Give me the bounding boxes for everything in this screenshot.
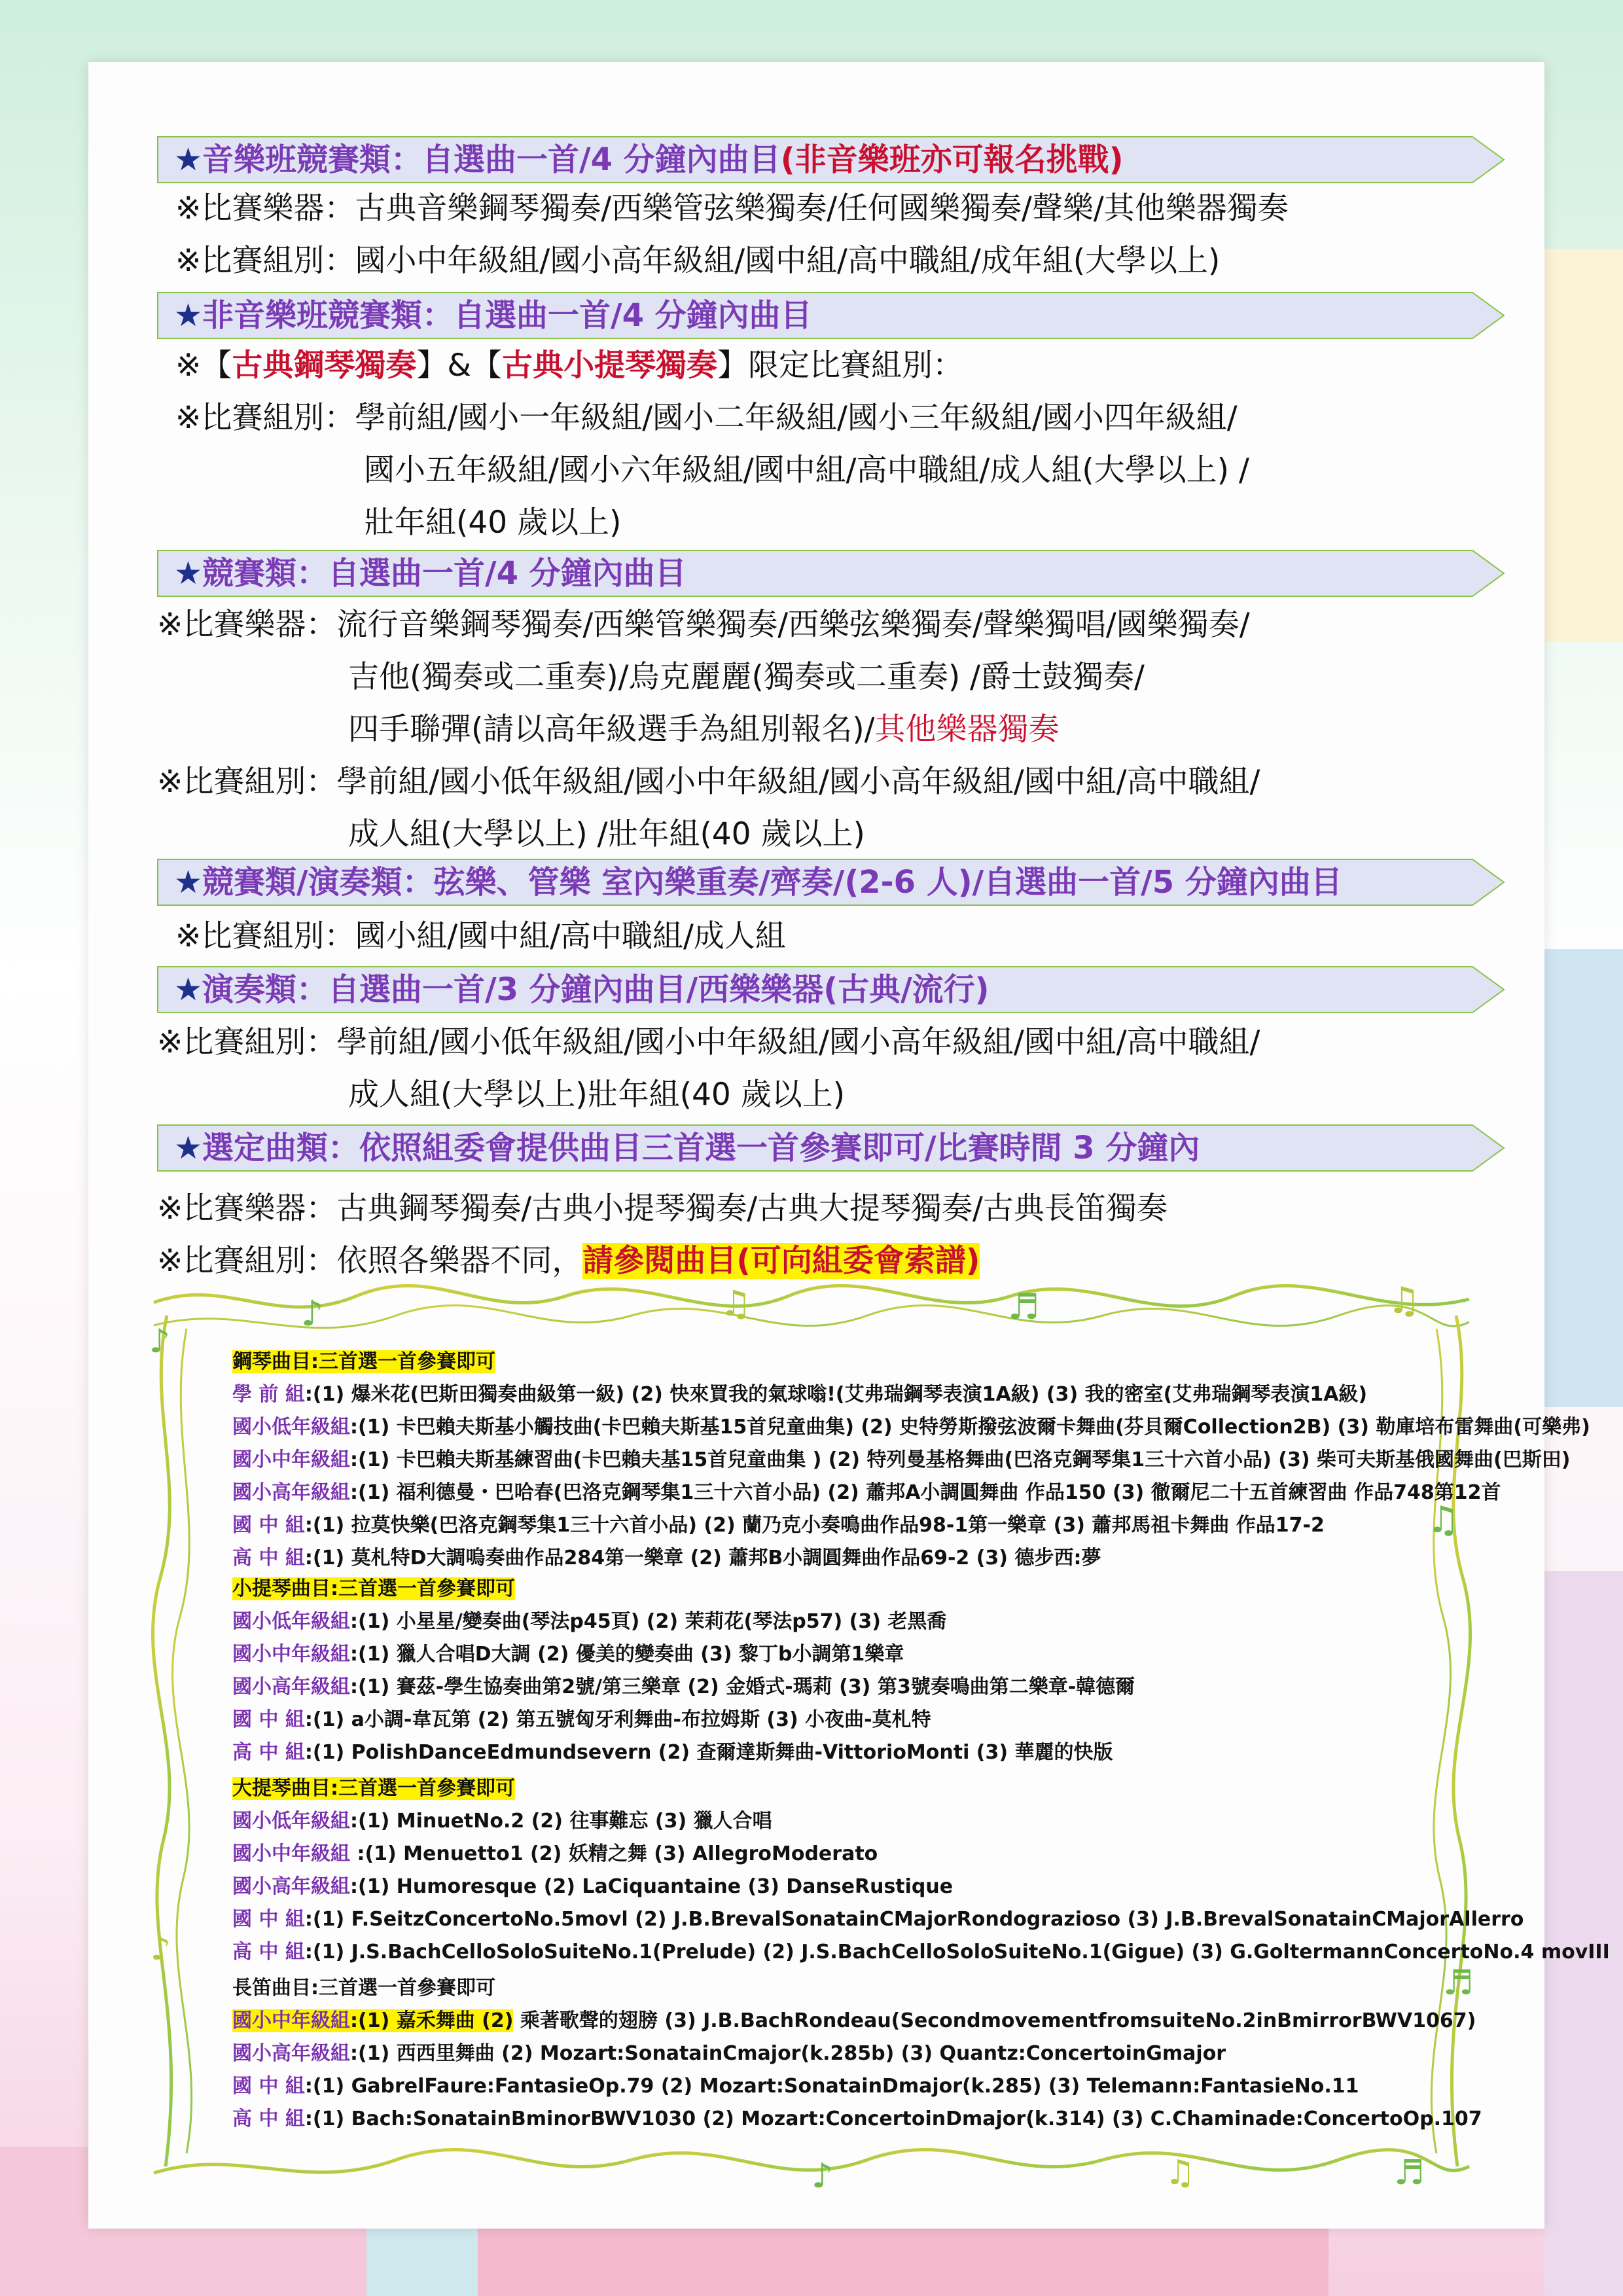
piano-title: 鋼琴曲目:三首選一首參賽即可 bbox=[232, 1350, 495, 1373]
piano-row bbox=[232, 1414, 1590, 1441]
group-label: 國小高年級組 bbox=[232, 1481, 350, 1504]
music-note-icon: ♫ bbox=[720, 1283, 752, 1324]
performance-groups-1: ※比賽組別：學前組/國小低年級組/國小中年級組/國小高年級組/國中組/高中職組/ bbox=[157, 1024, 1260, 1060]
bg-block-lavender bbox=[1544, 1571, 1623, 2296]
group-label: 國小中年級組 bbox=[232, 1448, 350, 1471]
music-note-icon: ♬ bbox=[1008, 1286, 1040, 1327]
group-label: 高 中 組 bbox=[232, 1547, 305, 1570]
banner-selected-pieces bbox=[157, 1124, 1505, 1172]
piece-list: :(1) F.SeitzConcertoNo.5movl (2) J.B.BrevalSonatainCMajorRondograzioso (3) J.B.BrevalSonatainCMajorAllerro bbox=[304, 1908, 1524, 1931]
piece-list: :(1) J.S.BachCelloSoloSuiteNo.1(Prelude) (2) J.S.BachCelloSoloSuiteNo.1(Gigue) (3) G.GoltermannConcertoNo.4 movIII bbox=[304, 1941, 1610, 1964]
group-label: 國 中 組 bbox=[232, 1514, 305, 1537]
piece-list: :(1) 西西里舞曲 (2) Mozart:SonatainCmajor(k.285b) (3) Quantz:ConcertoinGmajor bbox=[350, 2042, 1226, 2065]
cello-row bbox=[232, 1840, 878, 1868]
group-label: 國小低年級組 bbox=[232, 1810, 350, 1833]
star-icon: ★ bbox=[174, 141, 203, 178]
star-icon: ★ bbox=[174, 297, 203, 334]
flute-row bbox=[232, 2073, 1359, 2100]
bg-block-yellow bbox=[1544, 249, 1623, 641]
piece-list: :(1) GabrelFaure:FantasieOp.79 (2) Mozart:SonatainDmajor(k.285) (3) Telemann:FantasieNo.11 bbox=[304, 2075, 1359, 2098]
bg-block-blue bbox=[1544, 949, 1623, 1407]
violin-row bbox=[232, 1674, 1135, 1701]
piece-list: :(1) 爆米花(巴斯田獨奏曲級第一級) (2) 快來買我的氣球嗡!(艾弗瑞鋼琴表演1A級) (3) 我的密室(艾弗瑞鋼琴表演1A級) bbox=[304, 1383, 1368, 1406]
piece-list: :(1) Humoresque (2) LaCiquantaine (3) DanseRustique bbox=[350, 1875, 954, 1898]
violin-row bbox=[232, 1706, 931, 1734]
music-note-icon: ♬ bbox=[1443, 1964, 1474, 2003]
group-label: 高 中 組 bbox=[232, 2108, 305, 2130]
competition-groups-2: 成人組(大學以上) /壯年組(40 歲以上) bbox=[348, 816, 865, 852]
group-label: 國 中 組 bbox=[232, 1908, 305, 1931]
cello-row bbox=[232, 1906, 1524, 1933]
flute-row-highlight: 國小中年級組:(1) 嘉禾舞曲 (2) 乘著歌聲的翅膀 (3) J.B.BachRondeau(SecondmovementfromsuiteNo.2inBmirrorBWV1067) bbox=[232, 2009, 1476, 2032]
banner-non-music-class bbox=[157, 292, 1505, 339]
non-music-class-groups-3: 壯年組(40 歲以上) bbox=[364, 505, 622, 541]
piece-list: :(1) 莫札特D大調嗚奏曲作品284第一樂章 (2) 蕭邦B小調圓舞曲作品69-2 (3) 德步西:夢 bbox=[304, 1547, 1101, 1570]
competition-instruments-3: 四手聯彈(請以高年級選手為組別報名)/其他樂器獨奏 bbox=[348, 711, 1060, 747]
star-icon: ★ bbox=[174, 864, 203, 901]
music-class-instruments: ※比賽樂器：古典音樂鋼琴獨奏/西樂管弦樂獨奏/任何國樂獨奏/聲樂/其他樂器獨奏 bbox=[175, 190, 1289, 226]
banner-performance bbox=[157, 966, 1505, 1013]
music-note-icon: ♪ bbox=[151, 1931, 171, 1967]
cello-row bbox=[232, 1939, 1610, 1966]
group-label: 國 中 組 bbox=[232, 2075, 305, 2098]
performance-groups-2: 成人組(大學以上)壯年組(40 歲以上) bbox=[348, 1077, 846, 1113]
star-icon: ★ bbox=[174, 1130, 203, 1166]
piece-list: :(1) MinuetNo.2 (2) 往事難忘 (3) 獵人合唱 bbox=[350, 1810, 772, 1833]
music-class-groups: ※比賽組別：國小中年級組/國小高年級組/國中組/高中職組/成年組(大學以上) bbox=[175, 243, 1221, 279]
selected-groups: ※比賽組別：依照各樂器不同，請參閱曲目(可向組委會索譜) bbox=[157, 1243, 980, 1279]
competition-instruments-1: ※比賽樂器：流行音樂鋼琴獨奏/西樂管樂獨奏/西樂弦樂獨奏/聲樂獨唱/國樂獨奏/ bbox=[157, 607, 1250, 643]
competition-groups-1: ※比賽組別：學前組/國小低年級組/國小中年級組/國小高年級組/國中組/高中職組/ bbox=[157, 764, 1260, 800]
selected-instruments: ※比賽樂器：古典鋼琴獨奏/古典小提琴獨奏/古典大提琴獨奏/古典長笛獨奏 bbox=[157, 1191, 1168, 1227]
music-note-icon: ♫ bbox=[1427, 1499, 1460, 1541]
flute-title: 長笛曲目:三首選一首參賽即可 bbox=[232, 1977, 495, 2000]
piano-row bbox=[232, 1545, 1101, 1572]
cello-title: 大提琴曲目:三首選一首參賽即可 bbox=[232, 1777, 515, 1800]
group-label: 國小中年級組 bbox=[232, 1842, 350, 1865]
piano-row bbox=[232, 1479, 1501, 1507]
cello-row bbox=[232, 1808, 772, 1835]
banner-title: ★演奏類：自選曲一首/3 分鐘內曲目/西樂樂器(古典/流行) bbox=[174, 971, 990, 1008]
piece-list: :(1) Bach:SonatainBminorBWV1030 (2) Mozart:ConcertoinDmajor(k.314) (3) C.Chaminade:ConcertoOp.107 bbox=[304, 2108, 1482, 2130]
violin-row bbox=[232, 1641, 904, 1668]
star-icon: ★ bbox=[174, 555, 203, 592]
banner-music-class bbox=[157, 136, 1505, 183]
piece-list: :(1) 小星星/變奏曲(琴法p45頁) (2) 茉莉花(琴法p57) (3) 老黑喬 bbox=[350, 1610, 947, 1633]
flute-row bbox=[232, 2106, 1482, 2133]
piece-list: :(1) 卡巴賴夫斯基練習曲(卡巴賴夫基15首兒童曲集 ) (2) 特列曼基格舞曲(巴洛克鋼琴集1三十六首小品) (3) 柴可夫斯基俄國舞曲(巴斯田) bbox=[350, 1448, 1571, 1471]
piece-list: :(1) 卡巴賴夫斯基小觸技曲(卡巴賴夫斯基15首兒童曲集) (2) 史特勞斯撥弦波爾卡舞曲(芬貝爾Collection2B) (3) 勒庫培布雷舞曲(可樂弗) bbox=[350, 1416, 1590, 1439]
piano-row bbox=[232, 1381, 1367, 1408]
piece-list: :(1) PolishDanceEdmundsevern (2) 查爾達斯舞曲-VittorioMonti (3) 華麗的快版 bbox=[304, 1741, 1113, 1764]
ensemble-groups: ※比賽組別：國小組/國中組/高中職組/成人組 bbox=[175, 918, 786, 954]
group-label: 國小高年級組 bbox=[232, 1676, 350, 1698]
music-note-icon: ♪ bbox=[149, 1322, 170, 1360]
piece-list: :(1) 拉莫快樂(巴洛克鋼琴集1三十六首小品) (2) 蘭乃克小奏鳴曲作品98-1第一樂章 (3) 蕭邦馬祖卡舞曲 作品17-2 bbox=[304, 1514, 1325, 1537]
group-label: 國小低年級組 bbox=[232, 1416, 350, 1439]
music-note-icon: ♪ bbox=[812, 2157, 834, 2196]
non-music-class-limit: ※【古典鋼琴獨奏】&【古典小提琴獨奏】限定比賽組別： bbox=[175, 348, 964, 384]
non-music-class-groups-1: ※比賽組別：學前組/國小一年級組/國小二年級組/國小三年級組/國小四年級組/ bbox=[175, 400, 1238, 436]
banner-title: ★非音樂班競賽類：自選曲一首/4 分鐘內曲目 bbox=[174, 297, 812, 334]
banner-title: ★音樂班競賽類：自選曲一首/4 分鐘內曲目(非音樂班亦可報名挑戰) bbox=[174, 141, 1124, 178]
violin-row bbox=[232, 1739, 1113, 1767]
group-label: 國 中 組 bbox=[232, 1708, 305, 1731]
group-label: 國小高年級組 bbox=[232, 2042, 350, 2065]
group-label: 國小高年級組 bbox=[232, 1875, 350, 1898]
star-icon: ★ bbox=[174, 971, 203, 1008]
banner-title: ★選定曲類：依照組委會提供曲目三首選一首參賽即可/比賽時間 3 分鐘內 bbox=[174, 1130, 1200, 1166]
banner-competition bbox=[157, 550, 1505, 597]
banner-title: ★競賽類：自選曲一首/4 分鐘內曲目 bbox=[174, 555, 687, 592]
music-note-icon: ♫ bbox=[1165, 2153, 1196, 2193]
violin-row bbox=[232, 1608, 946, 1636]
piece-list: :(1) Menuetto1 (2) 妖精之舞 (3) AllegroModerato bbox=[350, 1842, 878, 1865]
group-label: 高 中 組 bbox=[232, 1941, 305, 1964]
piano-row bbox=[232, 1446, 1570, 1474]
group-label: 國小中年級組 bbox=[232, 1643, 350, 1666]
music-note-icon: ♪ bbox=[301, 1293, 324, 1334]
piece-list: :(1) 福利德曼・巴哈春(巴洛克鋼琴集1三十六首小品) (2) 蕭邦A小調圓舞曲 作品150 (3) 徹爾尼二十五首練習曲 作品748第12首 bbox=[350, 1481, 1501, 1504]
non-music-class-groups-2: 國小五年級組/國小六年級組/國中組/高中職組/成人組(大學以上) / bbox=[364, 452, 1249, 488]
banner-ensemble bbox=[157, 859, 1505, 906]
banner-title: ★競賽類/演奏類：弦樂、管樂 室內樂重奏/齊奏/(2-6 人)/自選曲一首/5 分鐘內曲目 bbox=[174, 864, 1342, 901]
group-label: 學 前 組 bbox=[232, 1383, 305, 1406]
music-note-icon: ♫ bbox=[1387, 1280, 1421, 1322]
piece-list: :(1) 賽茲-學生協奏曲第2號/第三樂章 (2) 金婚式-瑪莉 (3) 第3號奏鳴曲第二樂章-韓德爾 bbox=[350, 1676, 1135, 1698]
piece-list: :(1) 獵人合唱D大調 (2) 優美的變奏曲 (3) 黎丁b小調第1樂章 bbox=[350, 1643, 904, 1666]
violin-title: 小提琴曲目:三首選一首參賽即可 bbox=[232, 1577, 515, 1600]
flute-row bbox=[232, 2040, 1226, 2068]
group-label: 國小低年級組 bbox=[232, 1610, 350, 1633]
competition-instruments-2: 吉他(獨奏或二重奏)/烏克麗麗(獨奏或二重奏) /爵士鼓獨奏/ bbox=[348, 659, 1145, 695]
music-note-icon: ♬ bbox=[1394, 2153, 1425, 2193]
piano-row bbox=[232, 1512, 1325, 1539]
group-label: 高 中 組 bbox=[232, 1741, 305, 1764]
piece-list: :(1) a小調-韋瓦第 (2) 第五號匈牙利舞曲-布拉姆斯 (3) 小夜曲-莫札特 bbox=[304, 1708, 931, 1731]
cello-row bbox=[232, 1873, 953, 1901]
